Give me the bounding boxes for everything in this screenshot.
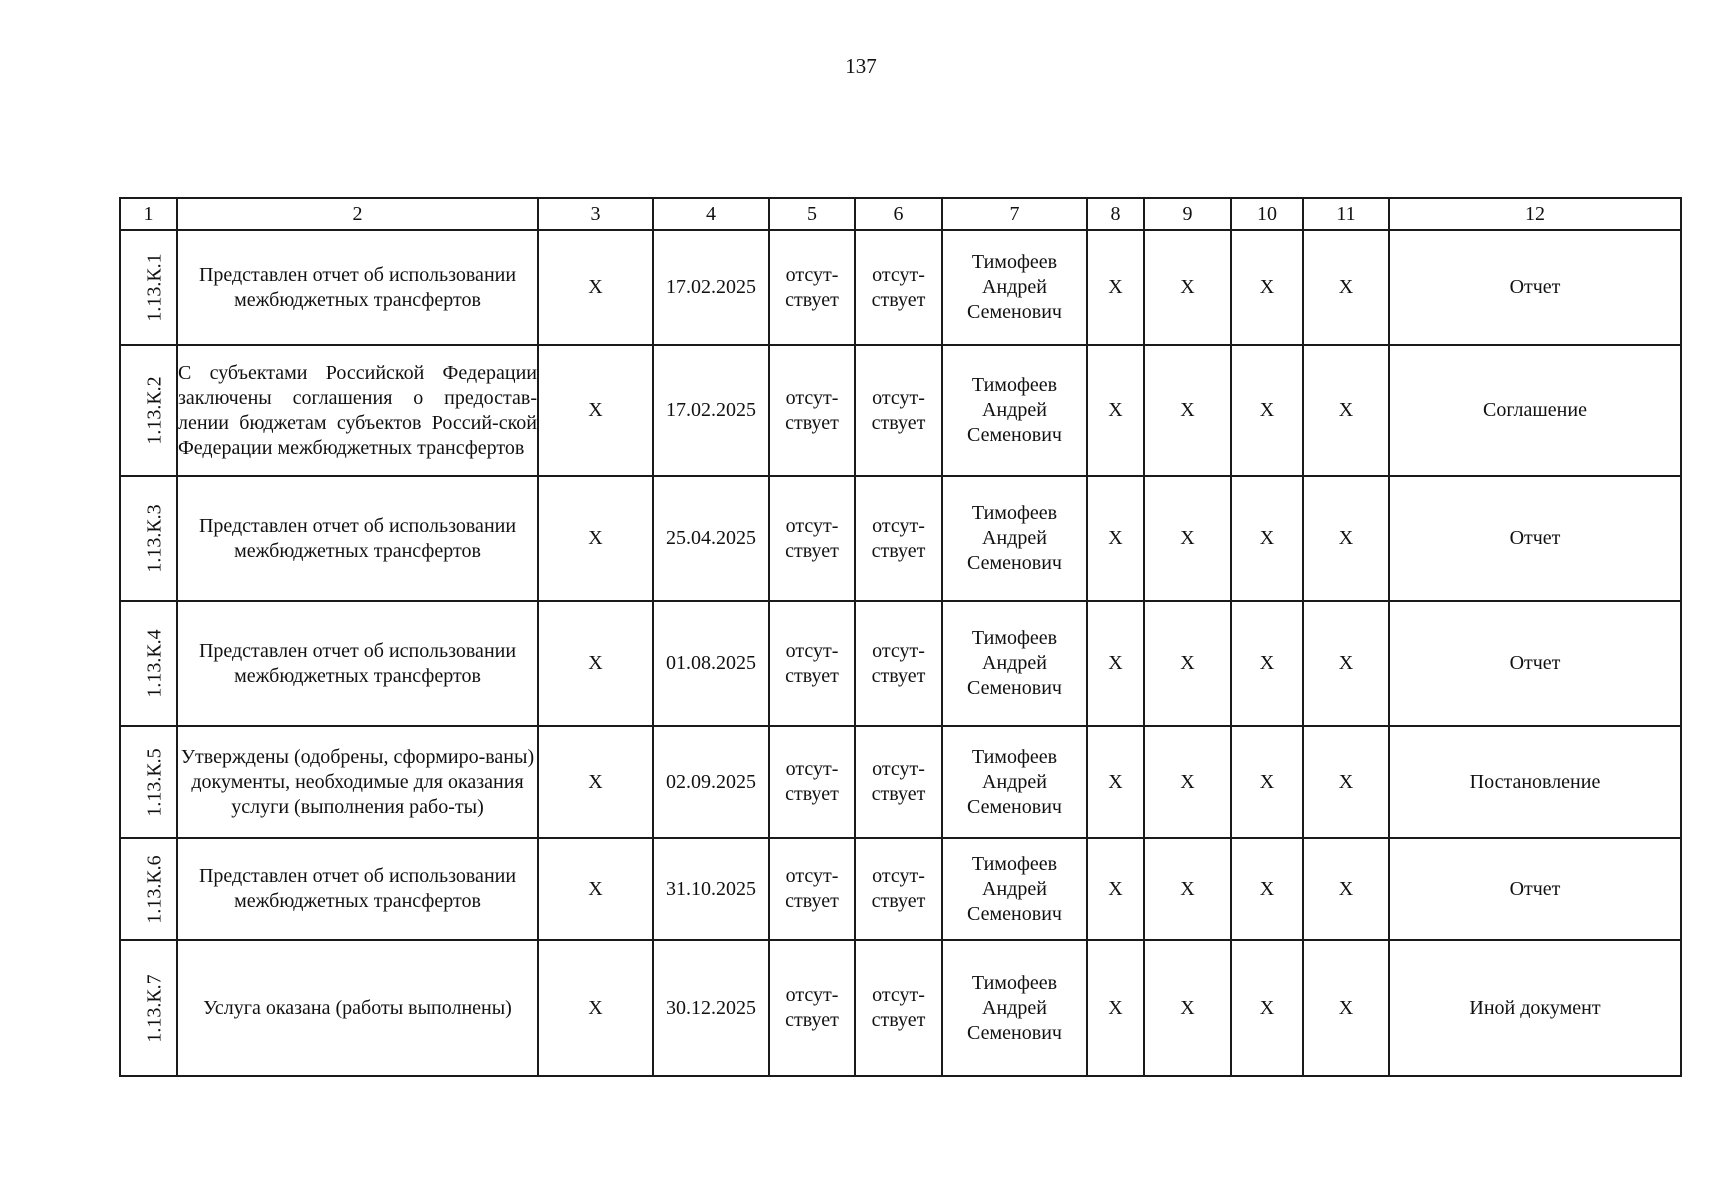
column-header: 6 <box>855 198 942 230</box>
row-col5: отсут-ствует <box>769 940 855 1076</box>
column-header: 7 <box>942 198 1087 230</box>
table-row <box>120 345 1681 476</box>
row-responsible: Тимофеев Андрей Семенович <box>942 476 1087 601</box>
row-col8: X <box>1087 345 1144 476</box>
row-col11: X <box>1303 230 1389 345</box>
row-col3: X <box>538 726 653 838</box>
column-header: 9 <box>1144 198 1231 230</box>
table-row <box>120 230 1681 345</box>
row-col9: X <box>1144 230 1231 345</box>
row-code-cell <box>120 601 177 726</box>
row-responsible: Тимофеев Андрей Семенович <box>942 940 1087 1076</box>
row-col10: X <box>1231 601 1303 726</box>
row-col5: отсут-ствует <box>769 345 855 476</box>
plan-table <box>119 197 1682 1077</box>
row-col10: X <box>1231 726 1303 838</box>
row-code: 1.13.К.6 <box>143 854 166 924</box>
row-col3: X <box>538 345 653 476</box>
column-header: 12 <box>1389 198 1681 230</box>
row-date: 02.09.2025 <box>653 726 769 838</box>
row-result: Соглашение <box>1389 345 1681 476</box>
row-result: Отчет <box>1389 838 1681 940</box>
row-col8: X <box>1087 476 1144 601</box>
row-result: Отчет <box>1389 476 1681 601</box>
row-col10: X <box>1231 476 1303 601</box>
row-col5: отсут-ствует <box>769 476 855 601</box>
row-col11: X <box>1303 601 1389 726</box>
row-col3: X <box>538 476 653 601</box>
row-col11: X <box>1303 838 1389 940</box>
row-col9: X <box>1144 726 1231 838</box>
column-header: 10 <box>1231 198 1303 230</box>
column-header: 3 <box>538 198 653 230</box>
row-col3: X <box>538 838 653 940</box>
row-col6: отсут-ствует <box>855 601 942 726</box>
column-header: 2 <box>177 198 538 230</box>
row-code-cell <box>120 726 177 838</box>
row-code-cell <box>120 476 177 601</box>
row-date: 31.10.2025 <box>653 838 769 940</box>
column-header: 4 <box>653 198 769 230</box>
header-row <box>120 198 1681 230</box>
row-col3: X <box>538 940 653 1076</box>
row-code: 1.13.К.7 <box>143 973 166 1043</box>
row-col3: X <box>538 601 653 726</box>
row-responsible: Тимофеев Андрей Семенович <box>942 230 1087 345</box>
table-row <box>120 726 1681 838</box>
row-col10: X <box>1231 230 1303 345</box>
row-col9: X <box>1144 601 1231 726</box>
row-code-cell <box>120 345 177 476</box>
row-col5: отсут-ствует <box>769 726 855 838</box>
row-col8: X <box>1087 940 1144 1076</box>
row-col9: X <box>1144 345 1231 476</box>
row-col6: отсут-ствует <box>855 345 942 476</box>
row-col11: X <box>1303 345 1389 476</box>
row-description: Представлен отчет об использовании межбюджетных трансфертов <box>177 601 538 726</box>
row-date: 25.04.2025 <box>653 476 769 601</box>
row-col8: X <box>1087 230 1144 345</box>
row-col6: отсут-ствует <box>855 726 942 838</box>
row-col6: отсут-ствует <box>855 230 942 345</box>
row-date: 01.08.2025 <box>653 601 769 726</box>
row-code: 1.13.К.1 <box>143 253 166 322</box>
column-header: 11 <box>1303 198 1389 230</box>
row-code: 1.13.К.5 <box>143 747 166 817</box>
row-col11: X <box>1303 476 1389 601</box>
row-date: 30.12.2025 <box>653 940 769 1076</box>
row-responsible: Тимофеев Андрей Семенович <box>942 726 1087 838</box>
row-result: Постановление <box>1389 726 1681 838</box>
row-col10: X <box>1231 940 1303 1076</box>
row-col6: отсут-ствует <box>855 838 942 940</box>
row-col10: X <box>1231 838 1303 940</box>
row-description: Представлен отчет об использовании межбюджетных трансфертов <box>177 838 538 940</box>
row-description: С субъектами Российской Федерации заключены соглашения о предостав-лении бюджетам субъектов Россий-ской Федерации межбюджетных трансфертов <box>177 345 538 476</box>
row-responsible: Тимофеев Андрей Семенович <box>942 345 1087 476</box>
table-row <box>120 601 1681 726</box>
row-col8: X <box>1087 601 1144 726</box>
row-date: 17.02.2025 <box>653 345 769 476</box>
row-code-cell <box>120 940 177 1076</box>
row-code-cell <box>120 230 177 345</box>
table-row <box>120 476 1681 601</box>
column-header: 1 <box>120 198 177 230</box>
column-header: 8 <box>1087 198 1144 230</box>
row-col3: X <box>538 230 653 345</box>
row-col8: X <box>1087 838 1144 940</box>
row-col5: отсут-ствует <box>769 601 855 726</box>
row-description: Представлен отчет об использовании межбюджетных трансфертов <box>177 476 538 601</box>
row-col8: X <box>1087 726 1144 838</box>
row-description: Представлен отчет об использовании межбюджетных трансфертов <box>177 230 538 345</box>
row-code: 1.13.К.4 <box>143 629 166 698</box>
row-col11: X <box>1303 940 1389 1076</box>
row-col9: X <box>1144 838 1231 940</box>
row-result: Отчет <box>1389 601 1681 726</box>
row-col6: отсут-ствует <box>855 476 942 601</box>
row-col10: X <box>1231 345 1303 476</box>
table-row <box>120 940 1681 1076</box>
row-responsible: Тимофеев Андрей Семенович <box>942 838 1087 940</box>
row-responsible: Тимофеев Андрей Семенович <box>942 601 1087 726</box>
row-result: Отчет <box>1389 230 1681 345</box>
row-col6: отсут-ствует <box>855 940 942 1076</box>
row-col11: X <box>1303 726 1389 838</box>
row-code-cell <box>120 838 177 940</box>
table-row <box>120 838 1681 940</box>
row-result: Иной документ <box>1389 940 1681 1076</box>
row-code: 1.13.К.3 <box>143 504 166 573</box>
row-date: 17.02.2025 <box>653 230 769 345</box>
page-number: 137 <box>845 54 877 78</box>
row-col9: X <box>1144 476 1231 601</box>
row-code: 1.13.К.2 <box>143 376 166 445</box>
row-col5: отсут-ствует <box>769 838 855 940</box>
row-col9: X <box>1144 940 1231 1076</box>
row-description: Утверждены (одобрены, сформиро-ваны) документы, необходимые для оказания услуги (выполнения рабо-ты) <box>177 726 538 838</box>
row-description: Услуга оказана (работы выполнены) <box>177 940 538 1076</box>
row-col5: отсут-ствует <box>769 230 855 345</box>
column-header: 5 <box>769 198 855 230</box>
